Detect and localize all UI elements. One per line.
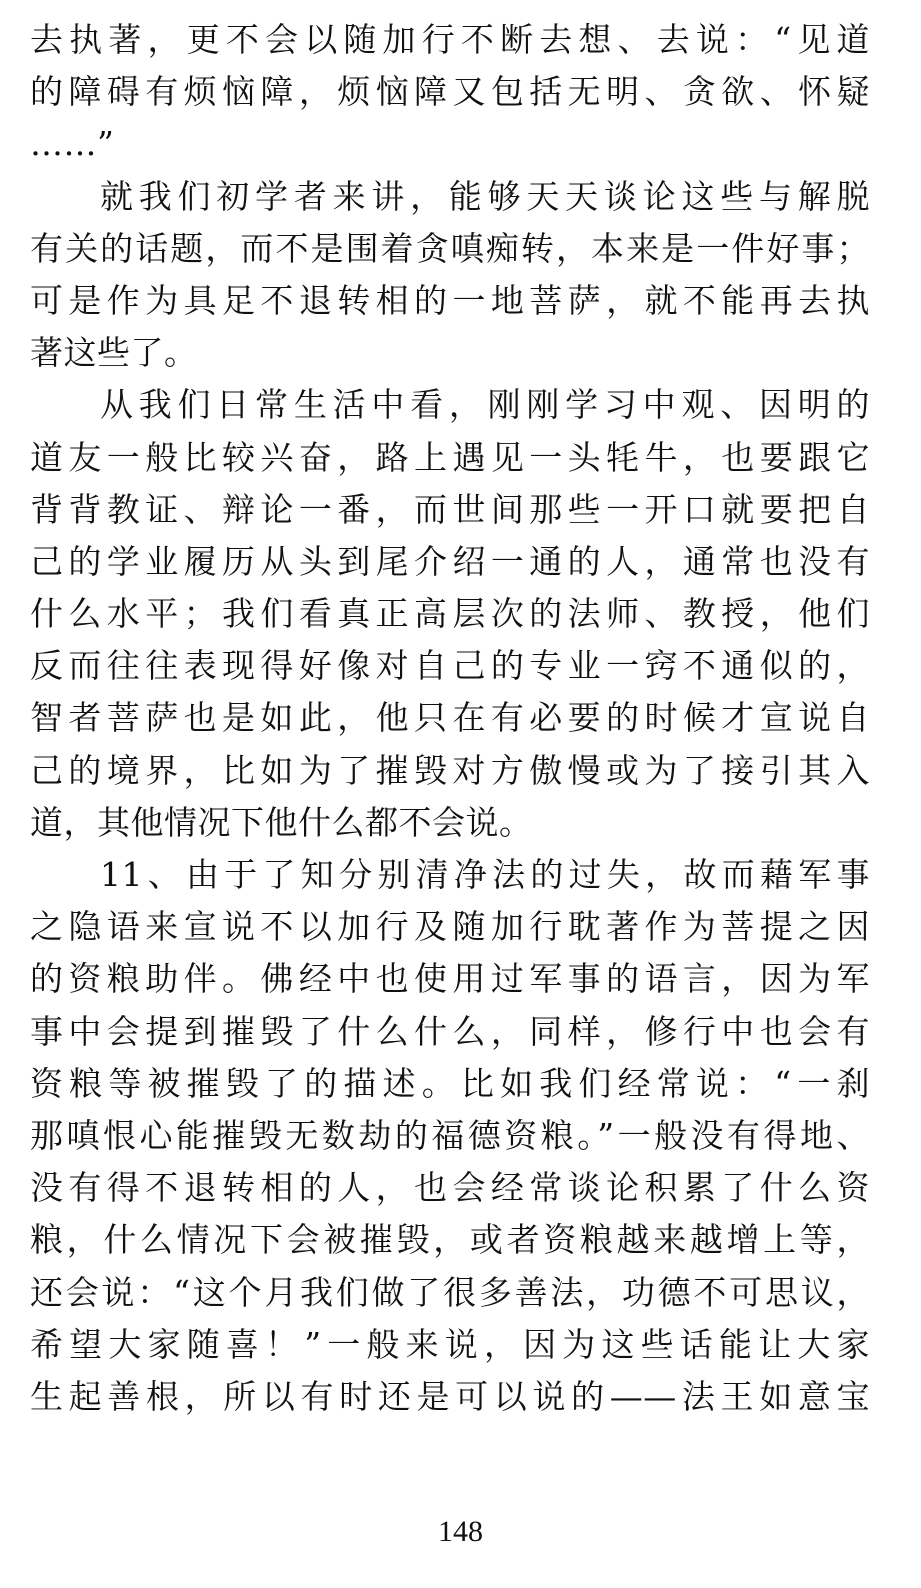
text-line: 著这些了。	[30, 333, 198, 373]
body-text	[30, 14, 870, 1423]
text-line: 那嗔恨心能摧毁无数劫的福德资粮。”一般没有得地、	[30, 1115, 870, 1155]
text-line: 希望大家随喜！”一般来说，因为这些话能让大家	[30, 1324, 870, 1364]
text-line: 什么水平；我们看真正高层次的法师、教授，他们	[30, 594, 870, 634]
text-line: ……”	[30, 124, 115, 164]
text-line: 之隐语来宣说不以加行及随加行耽著作为菩提之因	[30, 907, 870, 947]
text-line: 可是作为具足不退转相的一地菩萨，就不能再去执	[30, 280, 870, 320]
text-line: 智者菩萨也是如此，他只在有必要的时候才宣说自	[30, 698, 870, 738]
text-line: 资粮等被摧毁了的描述。比如我们经常说：“一刹	[30, 1063, 870, 1103]
text-line: 没有得不退转相的人，也会经常谈论积累了什么资	[30, 1168, 870, 1208]
text-line: 道，其他情况下他什么都不会说。	[30, 802, 533, 842]
text-line: 的资粮助伴。佛经中也使用过军事的语言，因为军	[30, 959, 870, 999]
text-line: 11、由于了知分别清净法的过失，故而藉军事	[100, 855, 870, 894]
text-line: 的障碍有烦恼障，烦恼障又包括无明、贪欲、怀疑	[30, 72, 870, 112]
page-number: 148	[438, 1515, 483, 1548]
text-line: 有关的话题，而不是围着贪嗔痴转，本来是一件好事；	[30, 228, 870, 268]
text-line: 事中会提到摧毁了什么什么，同样，修行中也会有	[30, 1011, 870, 1051]
text-line: 还会说：“这个月我们做了很多善法，功德不可思议，	[30, 1272, 870, 1312]
text-line: 就我们初学者来讲，能够天天谈论这些与解脱	[100, 176, 870, 216]
text-line: 生起善根，所以有时还是可以说的——法王如意宝	[30, 1376, 870, 1416]
text-line: 己的境界，比如为了摧毁对方傲慢或为了接引其入	[30, 750, 870, 790]
text-line: 去执著，更不会以随加行不断去想、去说：“见道	[30, 20, 870, 59]
text-line: 背背教证、辩论一番，而世间那些一开口就要把自	[30, 489, 870, 529]
text-line: 道友一般比较兴奋，路上遇见一头牦牛，也要跟它	[30, 437, 870, 477]
text-line: 己的学业履历从头到尾介绍一通的人，通常也没有	[30, 541, 870, 581]
text-line: 反而往往表现得好像对自己的专业一窍不通似的，	[30, 646, 870, 686]
text-line: 粮，什么情况下会被摧毁，或者资粮越来越增上等，	[30, 1220, 870, 1260]
text-line: 从我们日常生活中看，刚刚学习中观、因明的	[100, 385, 870, 425]
